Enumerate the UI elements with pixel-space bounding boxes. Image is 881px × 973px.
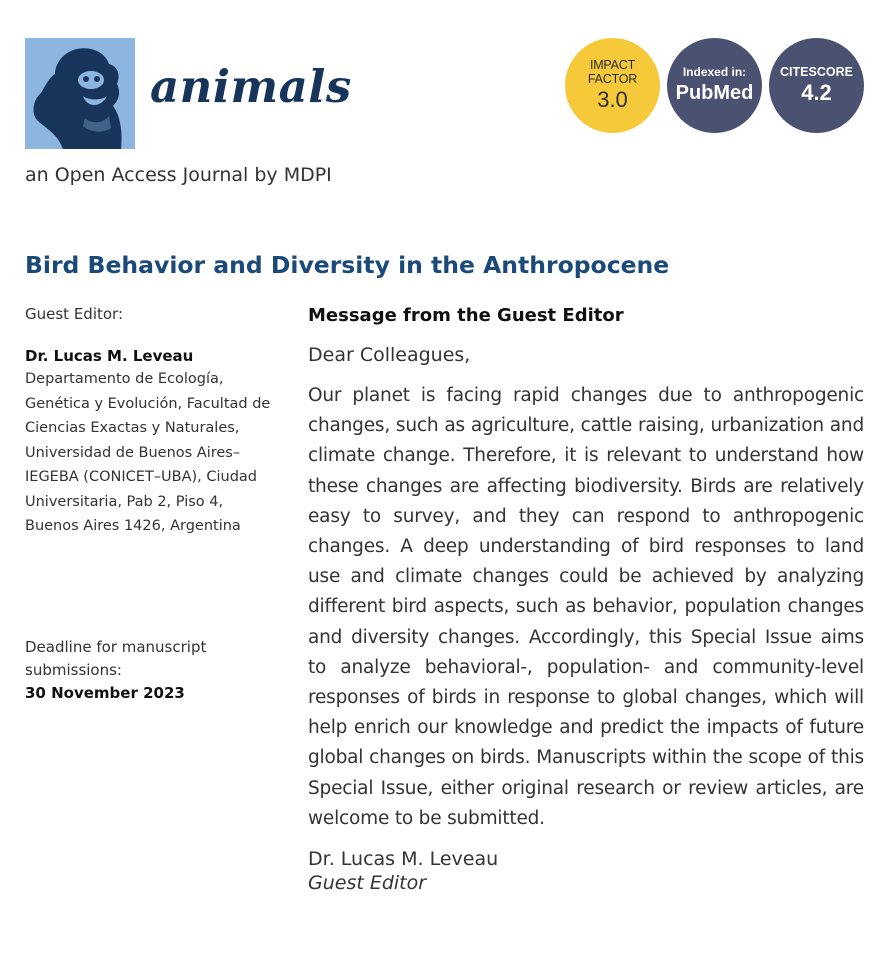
- citescore-value: 4.2: [801, 80, 832, 105]
- signature-name: Dr. Lucas M. Leveau: [308, 848, 499, 871]
- message-greeting: Dear Colleagues,: [308, 344, 471, 366]
- message-body: Our planet is facing rapid changes due to anthropogenic changes, such as agriculture, cattle raising, urbanization and climate change. Therefore, it is relevant to understand how these changes are affecting biodiversity. Birds are relatively easy to survey, and they can respond to anthropogenic changes. A deep understanding of bird responses to land use and climate changes could be achieved by analyzing different bird aspects, such as behavior, population changes and diversity changes. Accordingly, this Special Issue aims to analyze behavioral-, population- and community-level responses of birds in response to global changes, which will help enrich our knowledge and predict the impacts of future global changes on birds. Manuscripts within the scope of this Special Issue, either original research or review articles, are welcome to be submitted.: [308, 385, 864, 829]
- indexed-value: PubMed: [675, 82, 754, 104]
- signature-role: Guest Editor: [308, 872, 427, 895]
- editor-info: [25, 305, 280, 539]
- deadline-label: Deadline for manuscript submissions:: [25, 638, 207, 679]
- impact-factor-label-line2: FACTOR: [587, 72, 638, 86]
- impact-factor-badge: [565, 38, 660, 133]
- indexed-badge: [667, 38, 762, 133]
- journal-name: animals: [150, 60, 352, 113]
- impact-factor-label-line1: IMPACT: [589, 58, 636, 72]
- citescore-badge: [769, 38, 864, 133]
- impact-factor-value: 3.0: [597, 87, 628, 112]
- guest-editor-label: Guest Editor:: [25, 305, 124, 323]
- editor-affiliation: Departamento de Ecología, Genética y Evolución, Facultad de Ciencias Exactas y Naturales, Universidad de Buenos Aires–IEGEBA (CONICET–UBA), Ciudad Universitaria, Pab 2, Piso 4, Buenos Aires 1426, Argentina: [25, 371, 271, 534]
- journal-tagline: an Open Access Journal by MDPI: [25, 164, 332, 186]
- gorilla-icon: [25, 38, 135, 149]
- journal-logo: [25, 38, 135, 149]
- editor-name: Dr. Lucas M. Leveau: [25, 347, 194, 365]
- citescore-label: CITESCORE: [780, 65, 853, 79]
- message-heading: Message from the Guest Editor: [308, 305, 624, 326]
- editor-message: [308, 305, 864, 894]
- special-issue-title: Bird Behavior and Diversity in the Anthropocene: [25, 251, 670, 279]
- indexed-label: Indexed in:: [682, 65, 747, 79]
- deadline-date: 30 November 2023: [25, 684, 185, 702]
